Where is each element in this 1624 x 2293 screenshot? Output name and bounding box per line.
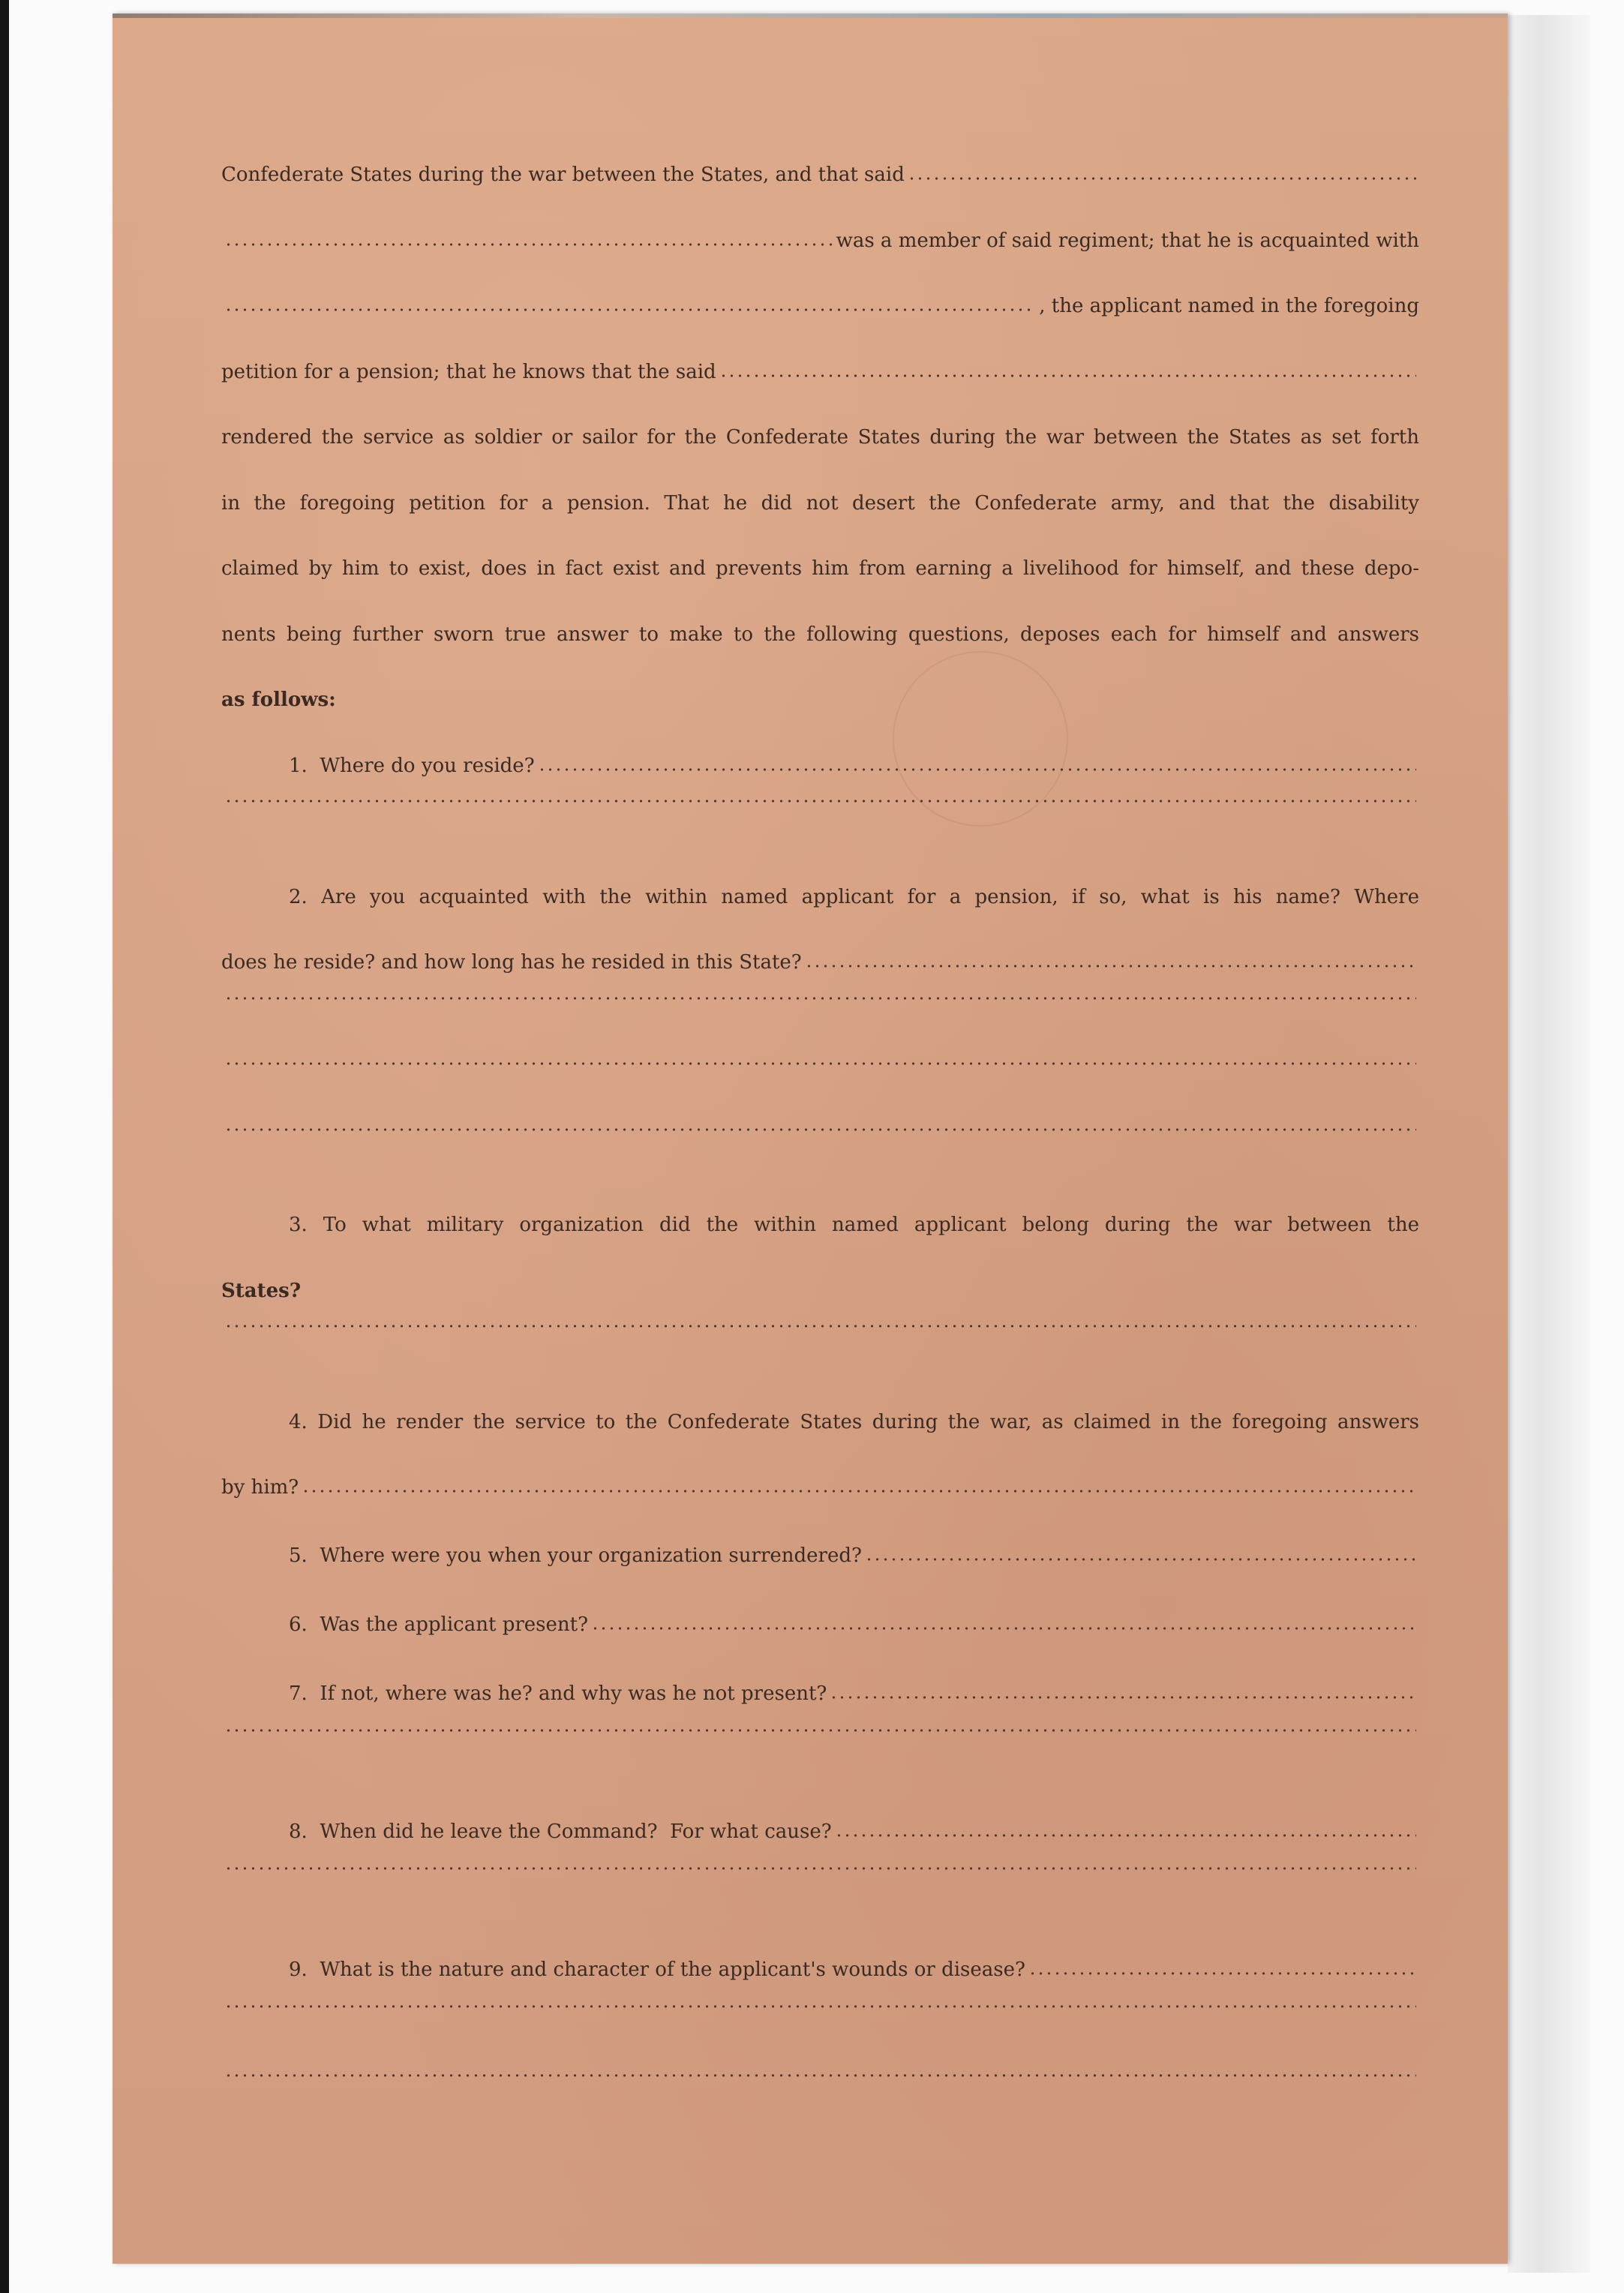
body-line: claimed by him to exist, does in fact exist and prevents him from earning a livelihood for himself, and these depo- [221, 557, 1419, 580]
question-3-text-cont: States? [221, 1279, 302, 1302]
question-7 [221, 1659, 1419, 1728]
question-4-cont [221, 1455, 1419, 1521]
question-8-text: 8. When did he leave the Command? For what cause? [289, 1820, 832, 1843]
affidavit-text [221, 143, 1419, 2142]
answer-line [221, 996, 1419, 1062]
answer-blank[interactable] [224, 1061, 1416, 1066]
intro-line-4 [221, 340, 1419, 406]
intro-line-2 [221, 209, 1419, 275]
answer-line [221, 1324, 1419, 1390]
answer-line [221, 2073, 1419, 2142]
blank-fill-line[interactable] [224, 308, 1036, 312]
question-2-cont [221, 930, 1419, 996]
question-6-text: 6. Was the applicant present? [289, 1613, 589, 1636]
question-8 [221, 1797, 1419, 1866]
answer-line [221, 1728, 1419, 1797]
answer-line [221, 1127, 1419, 1193]
question-3-cont [221, 1259, 1419, 1325]
question-7-text: 7. If not, where was he? and why was he not present? [289, 1682, 827, 1705]
blank-fill-line[interactable] [224, 242, 833, 247]
question-2-text-cont: does he reside? and how long has he resided in this State? [221, 951, 802, 974]
intro-text-3: , the applicant named in the foregoing [1039, 295, 1419, 317]
answer-line [221, 799, 1419, 865]
answer-blank[interactable] [835, 1833, 1416, 1838]
blank-fill-line[interactable] [908, 176, 1416, 181]
question-4-text-cont: by him? [221, 1476, 299, 1499]
answer-line [221, 1866, 1419, 1935]
question-4-text: 4. Did he render the service to the Confederate States during the war, as claimed in the foregoing answers [289, 1410, 1419, 1433]
body-text: as follows: [221, 689, 336, 711]
answer-blank[interactable] [302, 1489, 1416, 1493]
answer-blank[interactable] [591, 1626, 1416, 1631]
answer-blank[interactable] [224, 1324, 1416, 1328]
question-6 [221, 1590, 1419, 1659]
question-9-text: 9. What is the nature and character of the applicant's wounds or disease? [289, 1958, 1025, 1981]
answer-blank[interactable] [805, 964, 1416, 968]
intro-text-4: petition for a pension; that he knows that the said [221, 360, 716, 383]
answer-blank[interactable] [1028, 1971, 1416, 1976]
answer-blank[interactable] [224, 1127, 1416, 1132]
question-2-text: 2. Are you acquainted with the within named applicant for a pension, if so, what is his name? Where [289, 885, 1419, 908]
answer-line [221, 1061, 1419, 1127]
question-9 [221, 1935, 1419, 2004]
scan-left-edge [0, 0, 9, 2293]
answer-blank[interactable] [224, 1728, 1416, 1733]
answer-blank[interactable] [830, 1695, 1416, 1700]
plastic-sleeve [1508, 15, 1590, 2273]
question-3-text: 3. To what military organization did the within named applicant belong during the war between the [289, 1214, 1419, 1236]
blank-fill-line[interactable] [719, 374, 1416, 378]
body-line: nents being further sworn true answer to make to the following questions, deposes each for himself and answers [221, 623, 1419, 646]
answer-blank[interactable] [865, 1557, 1416, 1562]
question-5-text: 5. Where were you when your organization surrendered? [289, 1544, 862, 1567]
question-5 [221, 1521, 1419, 1590]
body-line: in the foregoing petition for a pension. That he did not desert the Confederate army, and that the disability [221, 491, 1419, 515]
answer-blank[interactable] [224, 2073, 1416, 2078]
question-1 [221, 734, 1419, 800]
intro-line-3 [221, 274, 1419, 340]
answer-blank[interactable] [538, 767, 1416, 772]
answer-blank[interactable] [224, 799, 1416, 803]
answer-blank[interactable] [224, 996, 1416, 1001]
intro-text-1: Confederate States during the war between the States, and that said [221, 164, 905, 186]
answer-line [221, 2004, 1419, 2073]
answer-blank[interactable] [224, 2004, 1416, 2009]
body-line-last [221, 668, 1419, 734]
question-1-text: 1. Where do you reside? [289, 754, 535, 777]
intro-line-1 [221, 143, 1419, 209]
body-line: rendered the service as soldier or sailor for the Confederate States during the war between the States as set forth [221, 426, 1419, 449]
answer-blank[interactable] [224, 1866, 1416, 1871]
intro-text-2: was a member of said regiment; that he is acquainted with [836, 229, 1419, 252]
